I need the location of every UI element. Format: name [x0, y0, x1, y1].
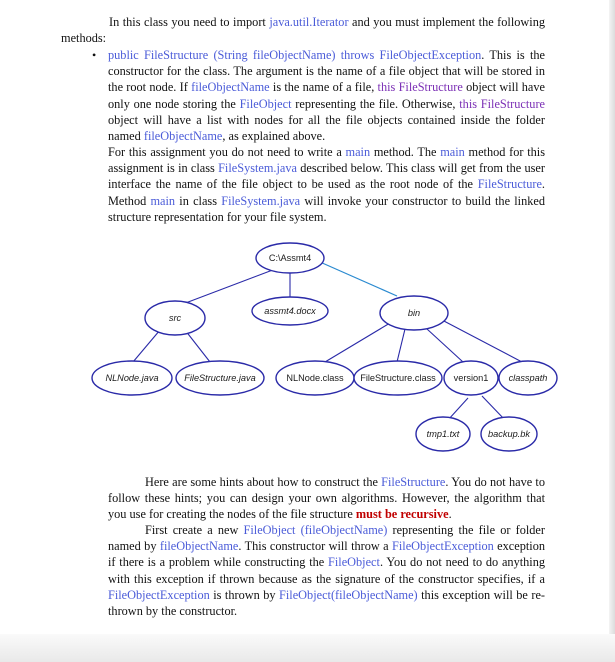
edge-bin-version1 — [427, 329, 463, 362]
label-root: C:\Assmt4 — [268, 253, 312, 263]
label-nlnode-class: NLNode.class — [286, 373, 344, 383]
label-backup: backup.bk — [488, 429, 530, 439]
label-bin: bin — [407, 308, 421, 318]
label-filestructure-class: FileStructure.class — [360, 373, 436, 383]
bullet-icon: • — [92, 48, 97, 62]
label-src: src — [168, 313, 182, 323]
label-classpath: classpath — [508, 373, 548, 383]
label-version1: version1 — [453, 373, 489, 383]
edge-src-filestructure — [185, 330, 210, 362]
import-name: java.util.Iterator — [269, 15, 349, 29]
recursive-emphasis: must be recursive — [355, 507, 449, 522]
edge-version1-backup — [482, 396, 505, 420]
label-assmt4: assmt4.docx — [264, 306, 316, 316]
edge-root-bin — [320, 262, 397, 296]
first-step-paragraph: First create a new FileObject (fileObjectName) representing the file or folder named by fileObjectName. This constructor will throw a FileObjectException exception if there is a problem while constructing the FileObject. You do not need to do anything with this exception if thrown because as the signature of the constructor specifies, if a FileObjectException is thrown by FileObject(fileObjectName) this exception will be re-thrown by the constructor. — [108, 523, 546, 619]
edge-bin-fsclass — [397, 329, 405, 362]
constructor-signature: public FileStructure (String fileObjectName) throws FileObjectException — [108, 48, 482, 62]
hints-paragraph: Here are some hints about how to construct the FileStructure. You do not have to follow these hints; you can design your own algorithms. However, the algorithm that you use for creating the nodes of the file structure must be recursive. — [108, 475, 545, 522]
method-paragraph: public FileStructure (String fileObjectName) throws FileObjectException. This is the constructor for the class. The argument is the name of a file object that will be stored in the root node. If fileObjectName is the name of a file, this FileStructure object will have only one node storing the FileObject representing the file. Otherwise, this FileStructure object will have a list with nodes for all the file objects contained inside the folder named fileObjectName, as explained above. — [108, 48, 545, 144]
edge-src-nlnode — [133, 330, 160, 362]
assignment-paragraph: For this assignment you do not need to write a main method. The main method for this assignment is in class FileSystem.java described below. This class will get from the user interface the name of the file object to be used as the root node of the FileStructure. Method main in class FileSystem.java will invoke your constructor to build the linked structure representation for your file system. — [108, 145, 546, 224]
page-bottom-gutter — [0, 634, 615, 662]
label-nlnode-java: NLNode.java — [105, 373, 159, 383]
intro-text: In this class you need to import — [109, 15, 270, 29]
page-edge-shadow — [609, 0, 615, 662]
edge-version1-tmp1 — [448, 398, 468, 420]
label-filestructure-java: FileStructure.java — [184, 373, 256, 383]
label-tmp1: tmp1.txt — [426, 429, 460, 439]
intro-text-end: and you must implement the following methods: — [61, 15, 546, 46]
edge-bin-nlnodeclass — [325, 323, 390, 362]
edge-bin-classpath — [442, 320, 522, 362]
